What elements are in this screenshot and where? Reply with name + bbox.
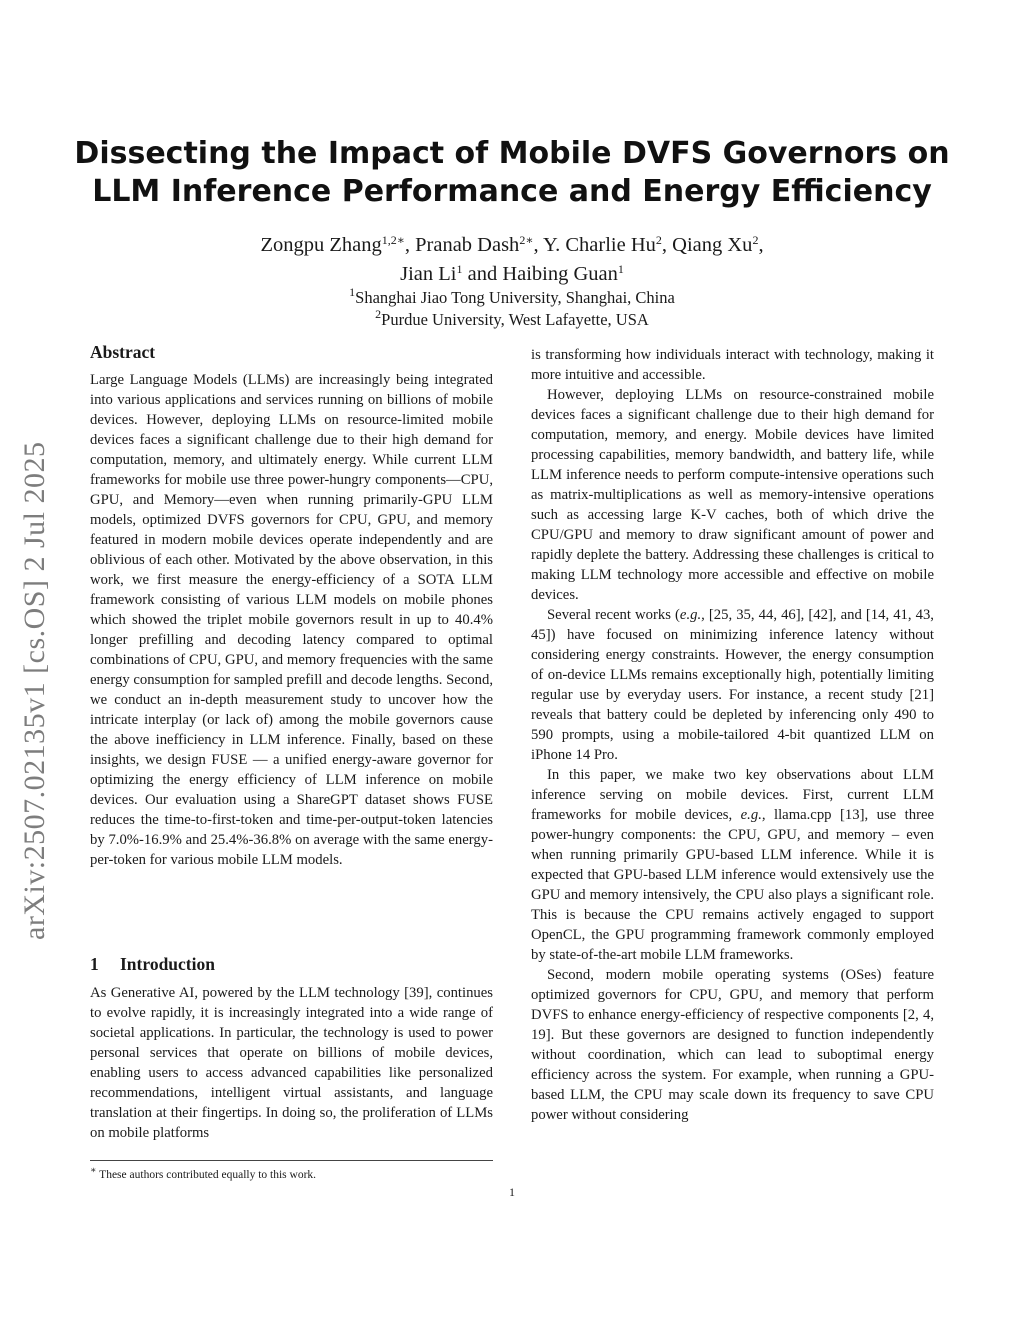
author-affiliation-mark: 2 (752, 233, 759, 247)
section-number: 1 (90, 954, 99, 974)
text-run: In this paper, we make two key observations about LLM inference serving on mobile devices. First, current LLM frameworks for mobile devices, (531, 767, 934, 823)
abstract-heading: Abstract (90, 342, 156, 362)
intro-paragraph-1: As Generative AI, powered by the LLM technology [39], continues to evolve rapidly, it is increasingly integrated into a wide range of societal applications. In particular, the technology is used to power personal services that operate on billions of mobile devices, enabling users to access advanced capabilities like personalized recommendations, intelligent virtual assistants, and language translation at their fingertips. In doing so, the proliferation of LLMs on mobile platforms (90, 985, 493, 1141)
author-conjunction: and (467, 263, 498, 285)
title-line-2: LLM Inference Performance and Energy Efficiency (92, 174, 932, 209)
right-column-body (531, 345, 934, 1125)
introduction-heading (90, 954, 215, 975)
abstract-text: Large Language Models (LLMs) are increasingly being integrated into various applications and services running on billions of mobile devices. However, deploying LLMs on resource-limited mobile devices faces a significant challenge due to their high demand for computation, memory, and ultimately energy. While current LLM frameworks for mobile use three power-hungry components—CPU, GPU, and Memory—even when running primarily-GPU LLM models, optimized DVFS governors for CPU, GPU, and memory featured in modern mobile devices operate independently and are oblivious of each other. Motivated by the above observation, in this work, we first measure the energy-efficiency of a SOTA LLM framework consisting of various LLM models on mobile phones which showed the triplet mobile governors result in up to 40.4% longer prefilling and decoding latency compared to optimal combinations of CPU, GPU, and memory frequencies with the same energy consumption for sampled prefill and decode lengths. Second, we conduct an in-depth measurement study to uncover how the intricate interplay (or lack of) among the mobile governors cause the above inefficiency in LLM inference. Finally, based on these insights, we design FUSE — a unified energy-aware governor for optimizing the energy efficiency of LLM inference on mobile devices. Our evaluation using a ShareGPT dataset shows FUSE reduces the time-to-first-token and time-per-output-token latencies by 7.0%-16.9% and 25.4%-36.8% on average with the same energy-per-token for various mobile LLM models. (90, 372, 493, 868)
author-name: Qiang Xu (672, 234, 753, 256)
emphasis: e.g., (740, 807, 766, 823)
introduction-body-left (90, 983, 493, 1143)
author-affiliation-mark: 1 (456, 262, 463, 276)
arxiv-side-identifier: arXiv:2507.02135v1 [cs.OS] 2 Jul 2025 (18, 441, 51, 940)
affiliation-1 (90, 287, 934, 309)
author-name: Y. Charlie Hu (542, 234, 656, 256)
author-name: Haibing Guan (502, 263, 618, 285)
intro-paragraph-5: Second, modern mobile operating systems (OSes) feature optimized governors for CPU, GPU, and memory that perform DVFS to enhance energy-efficiency of respective components [2, 4, 19]. But these governors are designed to function independently without coordination, which can lead to suboptimal energy efficiency across the system. For example, when running a GPU-based LLM, the CPU may scale down its frequency to save CPU power without considering (531, 967, 934, 1123)
author-name: Zongpu Zhang (260, 234, 382, 256)
affiliation-2 (90, 309, 934, 331)
author-affiliation-mark: 1 (617, 262, 624, 276)
abstract-body (90, 370, 493, 870)
author-list: Zongpu Zhang$^{1,2∗}$, Pranab Dash$^{2∗}$, Y. Charlie Hu$^2$, Qiang Xu$^2$, Jian Li$^1$ and Haibing Guan$^1$ (260, 233, 764, 285)
page-number: 1 (509, 1185, 515, 1199)
paper-title (60, 135, 964, 211)
author-name: Pranab Dash (415, 234, 520, 256)
footnote (90, 1164, 493, 1182)
intro-paragraph-3 (531, 605, 934, 765)
affiliation-mark: 1 (349, 285, 356, 299)
author-affiliation-mark: 2 (655, 233, 662, 247)
affiliation-text: Purdue University, West Lafayette, USA (381, 310, 649, 329)
emphasis: e.g., (679, 607, 705, 623)
author-affiliation-mark: 1,2∗ (381, 233, 405, 247)
text-run: [25, 35, 44, 46], [42], and [14, 41, 43, 45]) have focused on minimizing inference latency without considering energy constraints. However, the energy consumption of on-device LLMs remains exceptionally high, potentially limiting regular use by everyday users. For instance, a recent study [21] reveals that battery could be depleted by inferencing only 490 to 590 prompts, using a mobile-tailored 4-bit quantized LLM on iPhone 14 Pro. (531, 607, 934, 763)
affiliation-text: Shanghai Jiao Tong University, Shanghai, China (355, 288, 675, 307)
intro-paragraph-continued: is transforming how individuals interact with technology, making it more intuitive and accessible. (531, 347, 934, 383)
title-line-1: Dissecting the Impact of Mobile DVFS Governors on (74, 136, 950, 171)
section-title: Introduction (120, 954, 215, 974)
intro-paragraph-4 (531, 765, 934, 965)
footnote-divider (90, 1160, 493, 1161)
text-run: llama.cpp [13], use three power-hungry components: the CPU, GPU, and memory – even when running primarily GPU-based LLM inference. While it is expected that GPU-based LLM inference would extensively use the GPU and memory intensively, the CPU also plays a significant role. This is because the CPU remains actively engaged to support OpenCL, the GPU programming framework commonly employed by state-of-the-art mobile LLM frameworks. (531, 807, 934, 963)
footnote-marker: ∗ (90, 1165, 97, 1176)
footnote-text: These authors contributed equally to this work. (96, 1168, 317, 1181)
author-name: Jian Li (400, 263, 457, 285)
text-run: Several recent works ( (547, 607, 680, 623)
intro-paragraph-2: However, deploying LLMs on resource-constrained mobile devices faces a significant challenge due to their high demand for computation, memory, and energy. Mobile devices have limited processing capabilities, memory bandwidth, and battery life, while LLM inference needs to perform compute-intensive operations such as matrix-multiplications as well as memory-intensive operations such as accessing large K-V caches, both of which drive the CPU/GPU and memory to draw significant amount of power and rapidly deplete the battery. Addressing these challenges is critical to making LLM technology more accessible and effective on mobile devices. (531, 387, 934, 603)
affiliation-mark: 2 (375, 307, 382, 321)
author-affiliation-mark: 2∗ (519, 233, 534, 247)
